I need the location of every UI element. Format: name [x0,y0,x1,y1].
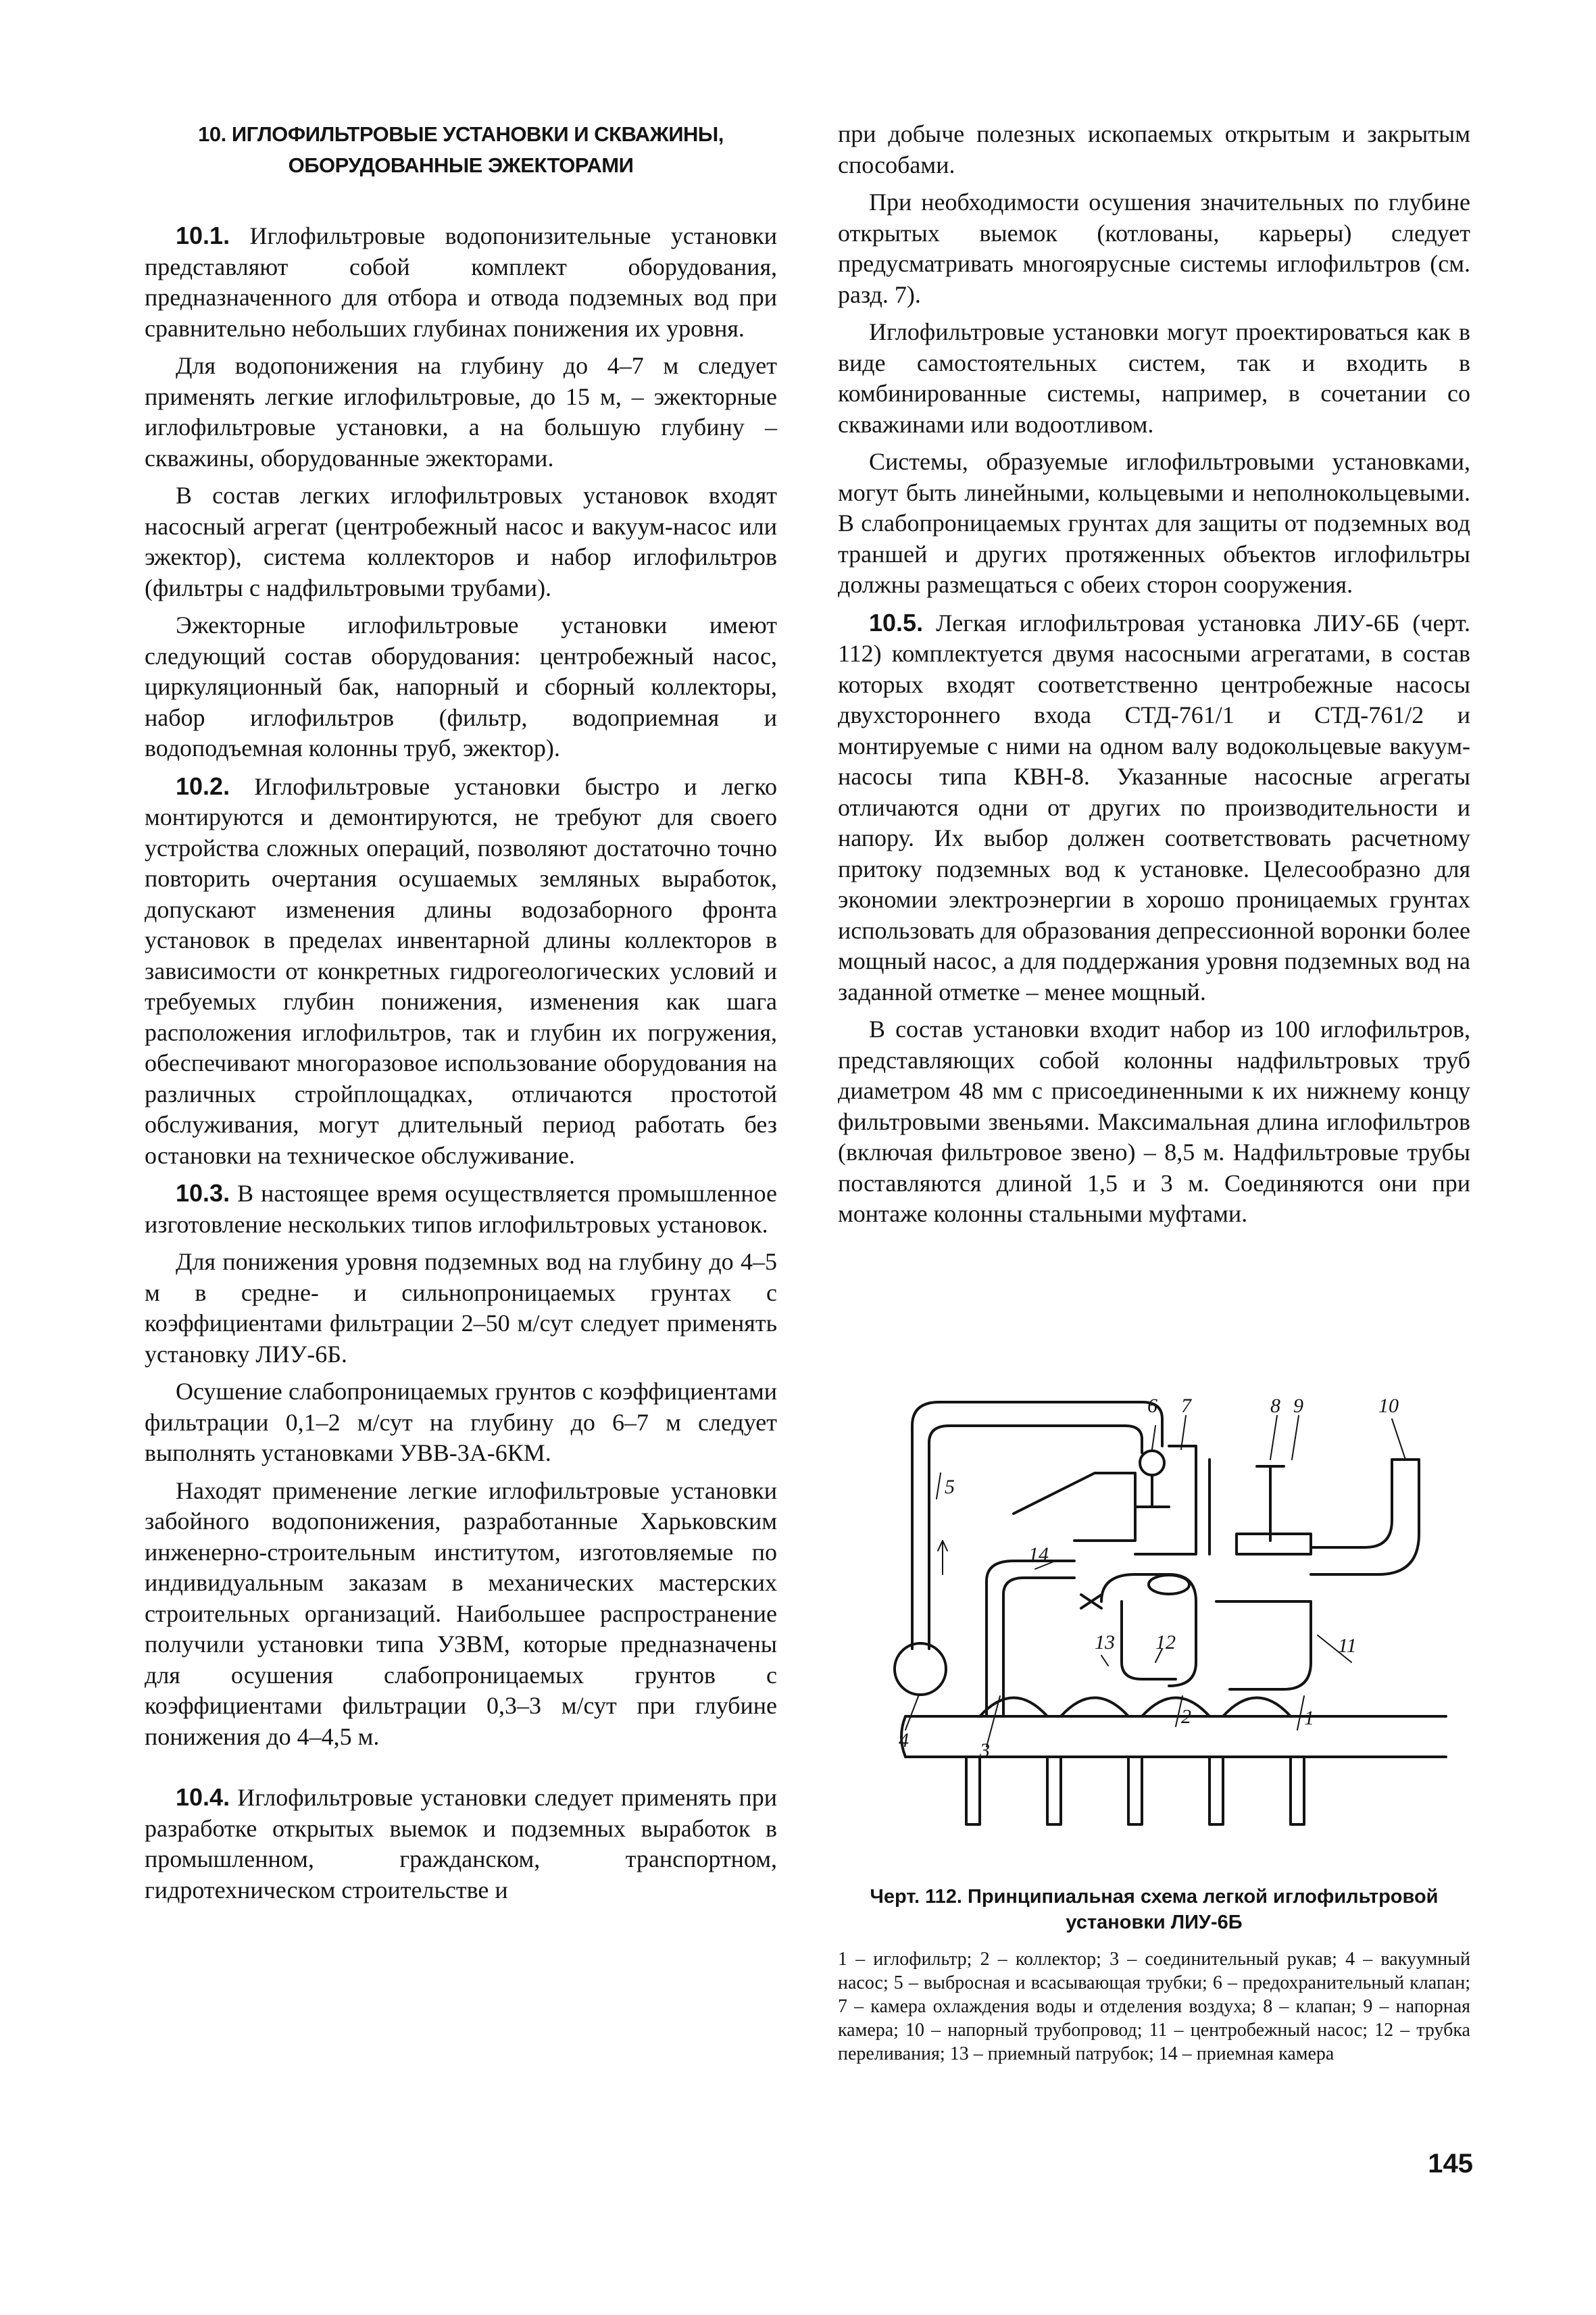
section-number: 10.4. [176,1783,230,1811]
connecting-hose-2 [1061,1698,1128,1717]
paragraph: Эжекторные иглофильтровые установки имеют следующий состав оборудования: центробежный насос, циркуляционный бак, напорный и сборный коллекторы, набор иглофильтров (фильтр, водоприемная и водоподъемная колонны труб, эжектор). [145,612,777,762]
cooling-chamber [1135,1446,1196,1554]
outer-loop-tube [912,1402,1162,1649]
installation-schematic [878,1378,1460,1872]
vacuum-pump [895,1643,946,1695]
wellpoint-1 [966,1757,980,1824]
section-number: 10.3. [176,1179,230,1207]
connecting-hose-3 [1142,1698,1210,1717]
paragraph-text: Иглофильтровые установки быстро и легко монтируются и демонтируются, не требуют для своего устройства сложных операций, позволяют достаточно точно повторить очертания осушаемых земляных выработок, допускают изменения длины водозаборного фронта установок в пределах инвентарной длины коллекторов в зависимости от конкретных гидрогеологических условий и требуемых глубин понижения, изменения как шага расположения иглофильтров, так и глубин их погружения, обеспечивают многоразовое использование оборудования на различных стройплощадках, отличаются простотой обслуживания, могут длительный период работать без остановки на техническое обслуживание. [145,772,777,1169]
figure-label-2: 2 [1181,1706,1191,1728]
paragraph: При необходимости осушения значительных по глубине открытых выемок (котлованы, карьеры) следует предусматривать многоярусные системы иглофильтров (см. разд. 7). [838,189,1470,308]
figure-label-5: 5 [945,1476,955,1498]
paragraph: В состав легких иглофильтровых установок входят насосный агрегат (центробежный насос и вакуум-насос или эжектор), система коллекторов и набор иглофильтров (фильтры с надфильтровыми трубами). [145,482,777,601]
paragraph-10-4 [145,1782,777,1906]
paragraph-text: Иглофильтровые установки следует применять при разработке открытых выемок и подземных выработок в промышленном, гражданском, транспортном, гидротехническом строительстве и [145,1784,777,1903]
paragraph-10-3 [145,1178,777,1240]
section-number: 10.2. [176,772,230,800]
figure-label-8: 8 [1270,1395,1280,1417]
figure-label-10: 10 [1378,1395,1399,1417]
paragraph-continued: при добыче полезных ископаемых открытым и закрытым способами. [838,120,1470,178]
pressure-pipeline [1311,1460,1419,1574]
figure-label-3: 3 [980,1739,990,1762]
section-number: 10.1. [176,222,230,249]
figure-caption-line-1: Черт. 112. Принципиальная схема легкой иглофильтровой [870,1886,1439,1908]
figure-label-4: 4 [899,1729,909,1751]
right-column [838,119,1470,1237]
paragraph-text: Иглофильтровые водопонизительные установки представляют собой комплект оборудования, предназначенного для отбора и отвода подземных вод при сравнительно небольших глубинах понижения их уровня. [145,222,777,342]
valve-handwheel [1257,1466,1284,1541]
wellpoint-2 [1047,1757,1061,1824]
wellpoint-4 [1210,1757,1223,1824]
paragraph: Находят применение легкие иглофильтровые установки забойного водопонижения, разработанные Харьковским инженерно-строительным институтом, изготовляемые по индивидуальным заказам в механических мастерских строительных организаций. Наибольшее распространение получили установки типа УЗВМ, которые предназначены для осушения слабопроницаемых грунтов с коэффициентами фильтрации 0,3–3 м/сут при глубине понижения до 4–4,5 м. [145,1476,777,1750]
paragraph-10-2 [145,771,777,1172]
figure-legend: 1 – иглофильтр; 2 – коллектор; 3 – соединительный рукав; 4 – вакуумный насос; 5 – выбросная и всасывающая трубки; 6 – предохранительный клапан; 7 – камера охлаждения воды и отделения воздуха; 8 – клапан; 9 – напорная камера; 10 – напорный трубопровод; 11 – центробежный насос; 12 – трубка переливания; 13 – приемный патрубок; 14 – приемная камера [838,1949,1470,2064]
figure-label-9: 9 [1293,1395,1303,1417]
paragraph: Для понижения уровня подземных вод на глубину до 4–5 м в средне- и сильнопроницаемых грунтах с коэффициентами фильтрации 2–50 м/сут следует применять установку ЛИУ-6Б. [145,1248,777,1368]
left-column [145,119,777,1912]
paragraph-text: В настоящее время осуществляется промышленное изготовление нескольких типов иглофильтровых установок. [145,1180,777,1238]
section-heading-line-2: ОБОРУДОВАННЫЕ ЭЖЕКТОРАМИ [288,153,634,177]
figure-112-diagram [878,1378,1460,1872]
figure-caption-title [838,1884,1470,1935]
receiving-chamber [1014,1473,1135,1541]
paragraph: Иглофильтровые установки могут проектироваться как в виде самостоятельных систем, так и входить в комбинированные системы, например, в сочетании со скважинами или водоотливом. [838,318,1470,438]
figure-label-12: 12 [1155,1631,1176,1653]
figure-label-1: 1 [1304,1707,1314,1729]
figure-label-13: 13 [1095,1631,1115,1653]
paragraph: Системы, образуемые иглофильтровыми установками, могут быть линейными, кольцевыми и неполнокольцевыми. В слабопроницаемых грунтах для защиты от подземных вод траншей и других протяженных объектов иглофильтры должны размещаться с обеих сторон сооружения. [838,448,1470,598]
intake-nozzle [1149,1575,1189,1594]
pressure-chamber [1237,1534,1311,1554]
inner-loop-tube [929,1426,1142,1649]
centrifugal-pump [1216,1601,1311,1689]
paragraph: Осушение слабопроницаемых грунтов с коэффициентами фильтрации 0,1–2 м/сут на глубину до 6–7 м следует выполнять установками УВВ-3А-6КМ. [145,1378,777,1466]
suction-hose-outer [1003,1578,1074,1716]
safety-valve [1140,1451,1164,1475]
connecting-hose-4 [1223,1698,1291,1717]
paragraph-text: Легкая иглофильтровая установка ЛИУ-6Б (черт. 112) комплектуется двумя насосными агрегатами, в состав которых входят соответственно центробежные насосы двухстороннего входа СТД-761/1 и СТД-761/2 и монтируемые с ними на одном валу водокольцевые вакуум-насосы типа КВН-8. Указанные насосные агрегаты отличаются одни от других по производительности и напору. Их выбор должен соответствовать расчетному притоку подземных вод к установке. Целесообразно для экономии электроэнергии в хорошо проницаемых грунтах использовать для образования депрессионной воронки более мощный насос, а для поддержания уровня подземных вод на заданной отметке – менее мощный. [838,609,1470,1005]
paragraph-10-5 [838,607,1470,1008]
paragraph-10-1 [145,220,777,344]
section-heading [145,119,777,181]
suction-hose [987,1561,1074,1716]
paragraph: В состав установки входит набор из 100 иглофильтров, представляющих собой колонны надфильтровых труб диаметром 48 мм с присоединенными к их нижнему концу фильтровыми звеньями. Максимальная длина иглофильтров (включая фильтровое звено) – 8,5 м. Надфильтровые трубы поставляются длиной 1,5 и 3 м. Соединяются они при монтаже колонны стальными муфтами. [838,1016,1470,1227]
wellpoint-5 [1291,1757,1304,1824]
figure-label-7: 7 [1181,1395,1191,1417]
figure-label-6: 6 [1147,1395,1157,1417]
page-number: 145 [1428,2149,1473,2179]
section-number: 10.5. [869,608,924,637]
figure-label-14: 14 [1028,1543,1049,1566]
paragraph: Для водопонижения на глубину до 4–7 м следует применять легкие иглофильтровые, до 15 м, – эжекторные иглофильтровые установки, а на большую глубину – скважины, оборудованные эжекторами. [145,352,777,472]
wellpoint-3 [1128,1757,1142,1824]
figure-label-11: 11 [1338,1635,1357,1657]
section-heading-line-1: 10. ИГЛОФИЛЬТРОВЫЕ УСТАНОВКИ И СКВАЖИНЫ, [198,122,724,146]
figure-caption-line-2: установки ЛИУ-6Б [1066,1912,1243,1933]
connecting-hose-1 [980,1698,1047,1717]
